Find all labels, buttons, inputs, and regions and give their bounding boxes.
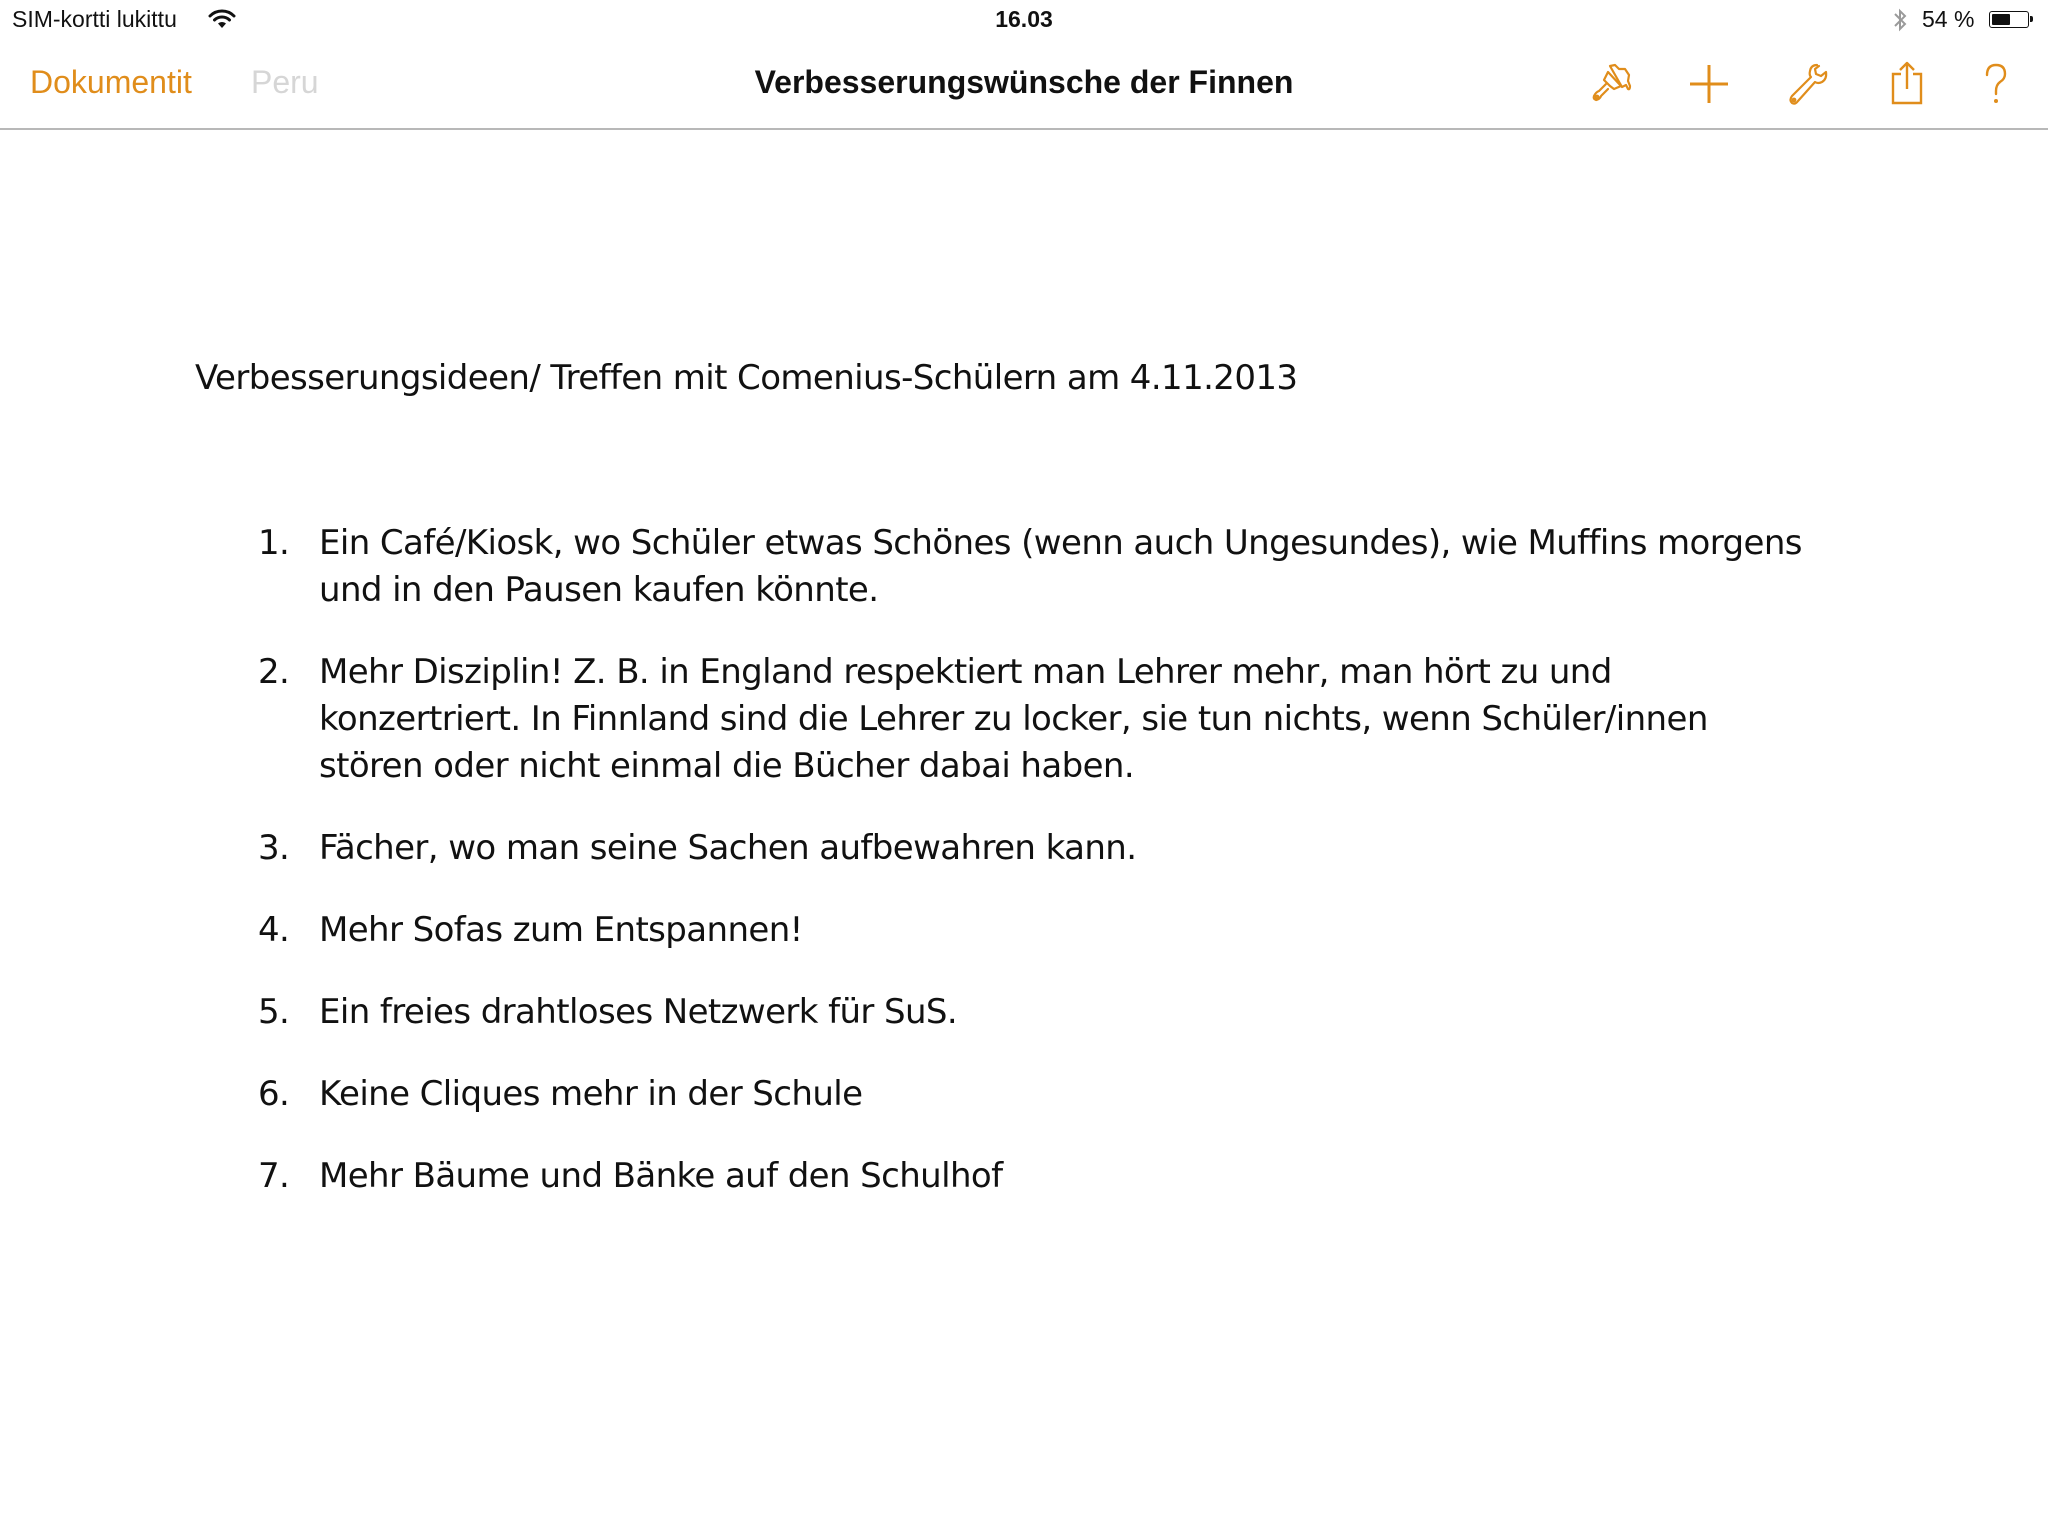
clock: 16.03 bbox=[995, 6, 1053, 32]
list-item-text bbox=[319, 907, 1879, 954]
document-heading: Verbesserungsideen/ Treffen mit Comenius-Schülern am 4.11.2013 bbox=[195, 358, 1298, 398]
list-item-line: Ein Café/Kiosk, wo Schüler etwas Schönes (wenn auch Ungesundes), wie Muffins morgens bbox=[319, 523, 1802, 563]
list-item-text bbox=[319, 649, 1879, 790]
carrier-label: SIM-kortti lukittu bbox=[12, 6, 177, 32]
list-item-number: 6. bbox=[258, 1074, 290, 1114]
list-item-number: 7. bbox=[258, 1156, 290, 1196]
navigation-bar bbox=[0, 40, 2048, 130]
battery-icon bbox=[1989, 11, 2029, 28]
list-item-number: 5. bbox=[258, 992, 290, 1032]
list-item-line: Keine Cliques mehr in der Schule bbox=[319, 1074, 863, 1114]
list-item-text bbox=[319, 1153, 1879, 1200]
list-item-number: 4. bbox=[258, 910, 290, 950]
battery-percent: 54 % bbox=[1922, 6, 1975, 32]
list-item-line: und in den Pausen kaufen könnte. bbox=[319, 570, 879, 610]
status-bar bbox=[0, 0, 2048, 40]
list-item-text bbox=[319, 989, 1879, 1036]
documents-back-button[interactable]: Dokumentit bbox=[30, 64, 192, 100]
bluetooth-icon bbox=[1892, 6, 1908, 34]
list-item-line: Mehr Sofas zum Entspannen! bbox=[319, 910, 803, 950]
list-item-line: Mehr Disziplin! Z. B. in England respektiert man Lehrer mehr, man hört zu und bbox=[319, 652, 1612, 692]
list-item-number: 2. bbox=[258, 652, 290, 692]
cancel-button[interactable]: Peru bbox=[251, 64, 319, 100]
plus-icon[interactable] bbox=[1685, 60, 1733, 108]
list-item-line: Mehr Bäume und Bänke auf den Schulhof bbox=[319, 1156, 1003, 1196]
list-item-text bbox=[319, 520, 1879, 614]
help-icon[interactable] bbox=[1972, 60, 2020, 108]
document-title: Verbesserungswünsche der Finnen bbox=[754, 64, 1294, 100]
list-item-text bbox=[319, 825, 1879, 872]
paintbrush-icon[interactable] bbox=[1588, 60, 1636, 108]
list-item-number: 3. bbox=[258, 828, 290, 868]
list-item-text bbox=[319, 1071, 1879, 1118]
battery-level-fill bbox=[1992, 14, 2010, 25]
list-item-line: Ein freies drahtloses Netzwerk für SuS. bbox=[319, 992, 958, 1032]
list-item-line: stören oder nicht einmal die Bücher dabai haben. bbox=[319, 746, 1135, 786]
document-canvas[interactable] bbox=[0, 130, 2048, 1536]
list-item-line: Fächer, wo man seine Sachen aufbewahren kann. bbox=[319, 828, 1137, 868]
wifi-icon bbox=[208, 9, 236, 29]
share-icon[interactable] bbox=[1883, 60, 1931, 108]
wrench-icon[interactable] bbox=[1784, 60, 1832, 108]
list-item-number: 1. bbox=[258, 523, 290, 563]
list-item-line: konzertriert. In Finnland sind die Lehrer zu locker, sie tun nichts, wenn Schüler/innen bbox=[319, 699, 1708, 739]
battery-nub bbox=[2030, 16, 2033, 22]
